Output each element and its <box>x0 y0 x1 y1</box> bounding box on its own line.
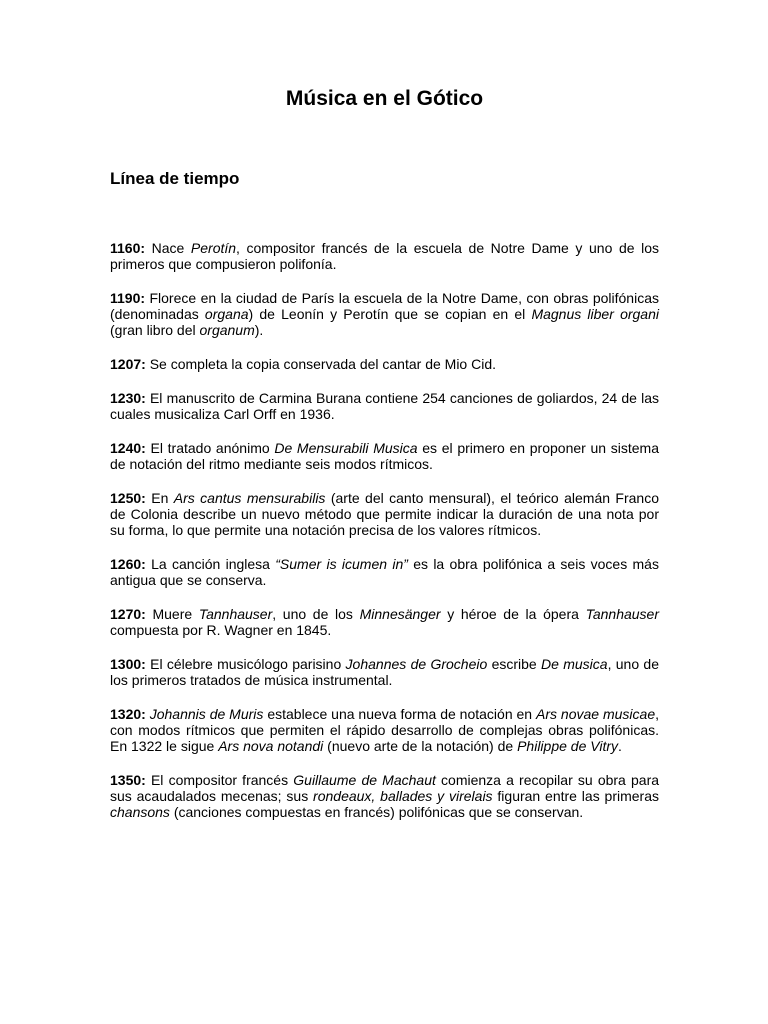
entry-year: 1320: <box>110 706 146 722</box>
entry-italic-text: Ars novae musicae <box>536 706 656 722</box>
timeline-entry <box>110 240 659 272</box>
entry-text: , uno de los primeros tratados de música instrumental. <box>110 656 659 688</box>
entry-italic-text: Ars nova notandi <box>218 738 324 754</box>
entry-text: (nuevo arte de la notación) de <box>323 738 518 754</box>
entry-year: 1207: <box>110 356 146 372</box>
entry-text: ). <box>254 322 264 338</box>
entry-text: figuran entre las primeras <box>492 788 659 804</box>
entry-text: comienza a recopilar su obra para sus acaudalados mecenas; sus <box>110 772 660 804</box>
entry-italic-text: De Mensurabili Musica <box>274 440 418 456</box>
entry-text: establece una nueva forma de notación en <box>263 706 537 722</box>
entry-text: Muere <box>145 606 199 622</box>
entry-year: 1350: <box>110 772 146 788</box>
entry-italic-text: chansons <box>110 804 170 820</box>
entry-italic-text: Philippe de Vitry <box>517 738 618 754</box>
entry-italic-text: Perotín <box>190 240 237 256</box>
entry-italic-text: Tannhauser <box>585 606 659 622</box>
entry-italic-text: Ars cantus mensurabilis <box>173 490 326 506</box>
entry-text: ) de Leonín y Perotín que se copian en el <box>248 306 532 322</box>
entry-year: 1160: <box>110 240 146 256</box>
entry-text: , uno de los <box>272 606 360 622</box>
entry-text: , con modos rítmicos que permiten el rápido desarrollo de complejas obras polifónicas. En 1322 le sigue <box>110 706 660 754</box>
entry-text: . <box>618 738 622 754</box>
timeline-entry <box>110 356 659 372</box>
entry-italic-text: rondeaux, ballades y virelais <box>313 788 493 804</box>
entry-text: compuesta por R. Wagner en 1845. <box>110 622 332 638</box>
entry-year: 1230: <box>110 390 146 406</box>
entry-text: es el primero en proponer un sistema de notación del ritmo mediante seis modos rítmicos. <box>110 440 660 472</box>
timeline-entry <box>110 706 659 754</box>
entry-text: , compositor francés de la escuela de Notre Dame y uno de los primeros que compusieron polifonía. <box>110 240 659 272</box>
entry-text: En <box>145 490 174 506</box>
entry-text: (canciones compuestas en francés) polifónicas que se conservan. <box>169 804 584 820</box>
timeline-entry <box>110 290 659 338</box>
entry-italic-text: Johannis de Muris <box>149 706 264 722</box>
timeline-list <box>110 240 659 820</box>
entry-text: (arte del canto mensural), el teórico alemán Franco de Colonia describe un nuevo método que permite indicar la duración de una nota por su forma, lo que permite una notación precisa de los valores rítmicos. <box>110 490 659 538</box>
timeline-entry <box>110 440 659 472</box>
entry-year: 1300: <box>110 656 146 672</box>
entry-text: y héroe de la ópera <box>440 606 586 622</box>
timeline-entry <box>110 606 659 638</box>
entry-italic-text: De musica <box>541 656 608 672</box>
entry-text: es la obra polifónica a seis voces más antigua que se conserva. <box>110 556 659 588</box>
entry-italic-text: Minnesänger <box>359 606 441 622</box>
entry-year: 1260: <box>110 556 146 572</box>
timeline-entry <box>110 772 659 820</box>
timeline-entry <box>110 556 659 588</box>
entry-italic-text: organum <box>199 322 255 338</box>
section-heading: Línea de tiempo <box>110 169 240 188</box>
timeline-entry <box>110 390 659 422</box>
timeline-entry <box>110 656 659 688</box>
entry-year: 1240: <box>110 440 146 456</box>
entry-text: Florece en la ciudad de París la escuela de la Notre Dame, con obras polifónicas (denominadas <box>110 290 659 322</box>
entry-text: La canción inglesa <box>145 556 276 572</box>
entry-italic-text: Guillaume de Machaut <box>293 772 436 788</box>
entry-italic-text: “Sumer is icumen in” <box>275 556 408 572</box>
entry-italic-text: Johannes de Grocheio <box>345 656 488 672</box>
entry-italic-text: Tannhauser <box>198 606 273 622</box>
entry-text: El tratado anónimo <box>145 440 275 456</box>
entry-text: escribe <box>487 656 542 672</box>
entry-text: (gran libro del <box>110 322 200 338</box>
entry-italic-text: organa <box>204 306 249 322</box>
entry-text: El célebre musicólogo parisino <box>145 656 346 672</box>
entry-italic-text: Magnus liber organi <box>531 306 659 322</box>
entry-year: 1190: <box>110 290 146 306</box>
timeline-entry <box>110 490 659 538</box>
entry-text: Nace <box>145 240 191 256</box>
entry-year: 1270: <box>110 606 146 622</box>
document-title: Música en el Gótico <box>285 87 484 110</box>
entry-year: 1250: <box>110 490 146 506</box>
entry-text: El compositor francés <box>145 772 294 788</box>
entry-text: El manuscrito de Carmina Burana contiene 254 canciones de goliardos, 24 de las cuales musicaliza Carl Orff en 1936. <box>110 390 659 422</box>
entry-text: Se completa la copia conservada del cantar de Mio Cid. <box>145 356 497 372</box>
